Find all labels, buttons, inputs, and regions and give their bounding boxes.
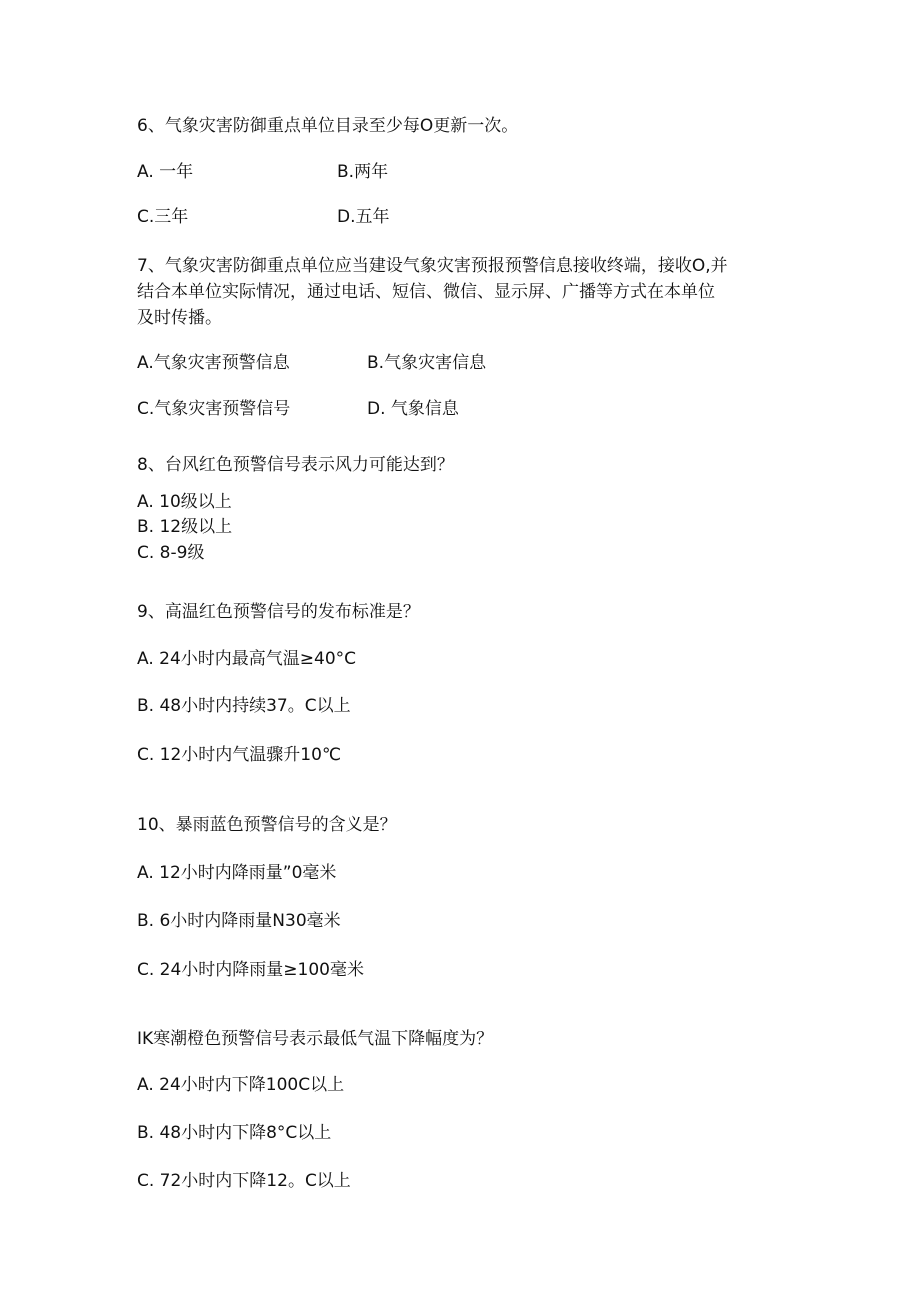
q8-option-c: C. 8-9级	[137, 543, 205, 563]
q10-option-c: C. 24小时内降雨量≥100毫米	[137, 960, 365, 980]
q11-option-c: C. 72小时内下降12。C以上	[137, 1171, 351, 1191]
q6-option-b: B.两年	[337, 162, 389, 182]
q9-option-b: B. 48小时内持续37。C以上	[137, 696, 351, 716]
q7-option-a: A.气象灾害预警信息	[137, 353, 290, 373]
q6-option-a: A. 一年	[137, 162, 194, 182]
q11-question: IK寒潮橙色预警信号表示最低气温下降幅度为？	[137, 1029, 494, 1049]
q7-option-b: B.气象灾害信息	[367, 353, 487, 373]
q10-option-a: A. 12小时内降雨量”0毫米	[137, 863, 337, 883]
q7-question-line: 7、气象灾害防御重点单位应当建设气象灾害预报预警信息接收终端，接收O,并	[137, 256, 728, 276]
q7-option-d: D. 气象信息	[367, 399, 459, 419]
q6-question: 6、气象灾害防御重点单位目录至少每O更新一次。	[137, 116, 519, 136]
q11-option-a: A. 24小时内下降100C以上	[137, 1075, 345, 1095]
q10-question: 10、暴雨蓝色预警信号的含义是？	[137, 815, 397, 835]
q7-question	[137, 253, 787, 331]
q9-question: 9、高温红色预警信号的发布标准是？	[137, 602, 420, 622]
q11-option-b: B. 48小时内下降8°C以上	[137, 1123, 332, 1143]
q7-question-line: 及时传播。	[137, 308, 222, 328]
q6-option-c: C.三年	[137, 207, 189, 227]
q8-question: 8、台风红色预警信号表示风力可能达到？	[137, 455, 454, 475]
q6-option-d: D.五年	[337, 207, 390, 227]
q8-option-b: B. 12级以上	[137, 517, 233, 537]
q7-option-c: C.气象灾害预警信号	[137, 399, 291, 419]
q7-question-line: 结合本单位实际情况，通过电话、短信、微信、显示屏、广播等方式在本单位	[137, 282, 715, 302]
q9-option-a: A. 24小时内最高气温≥40°C	[137, 649, 357, 669]
q10-option-b: B. 6小时内降雨量N30毫米	[137, 911, 341, 931]
q9-option-c: C. 12小时内气温骤升10℃	[137, 745, 342, 765]
q8-option-a: A. 10级以上	[137, 492, 232, 512]
